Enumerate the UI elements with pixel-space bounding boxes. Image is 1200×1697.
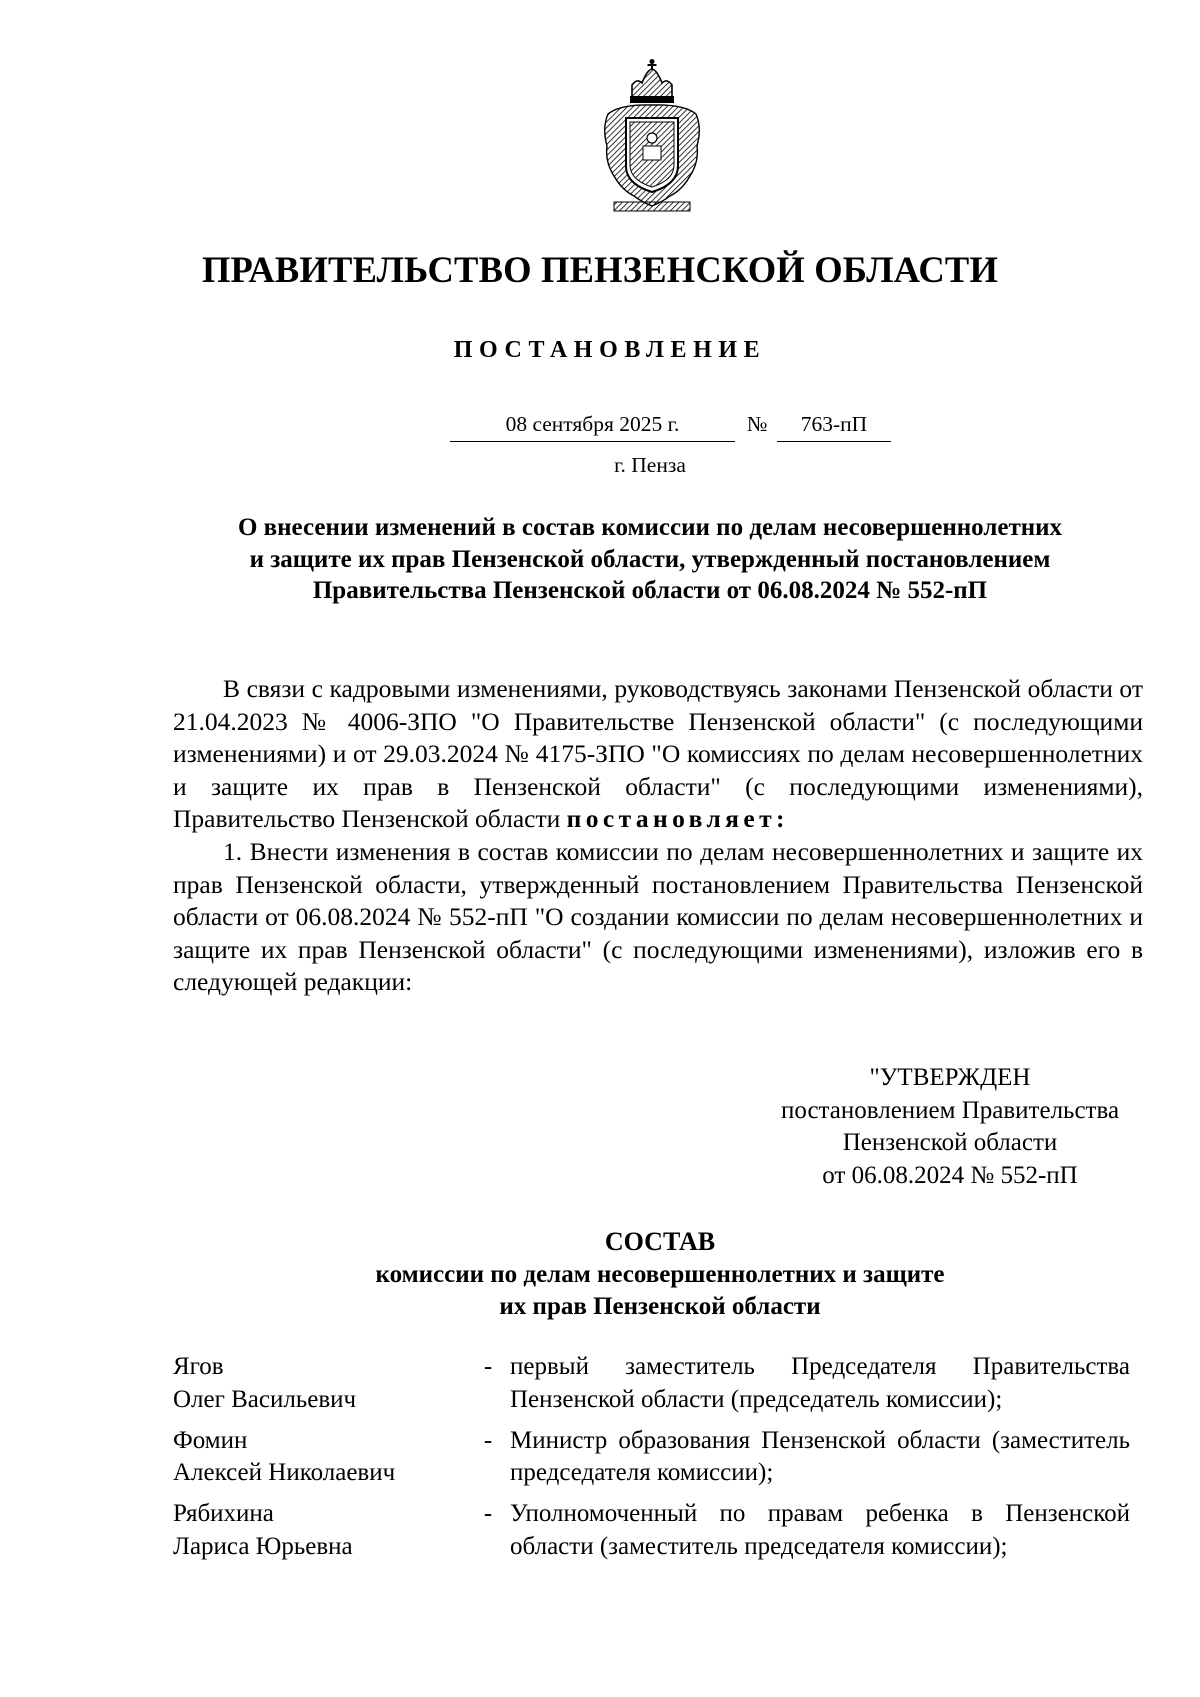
preamble-paragraph (173, 673, 1143, 836)
composition-subtitle-line: комиссии по делам несовершеннолетних и защите (375, 1260, 945, 1288)
subject-line: Правительства Пензенской области от 06.08.2024 № 552-пП (312, 577, 988, 604)
approved-line: постановлением Правительства (780, 1096, 1120, 1124)
city: г. Пенза (614, 453, 686, 477)
member-role: первый заместитель Председателя Правительства Пензенской области (председатель комиссии); (510, 1353, 1130, 1413)
composition-subtitle-line: их прав Пензенской области (499, 1293, 821, 1321)
composition-heading (0, 1226, 1200, 1324)
member-row (173, 1498, 1133, 1564)
member-dash: - (483, 1426, 493, 1454)
item-1-paragraph: 1. Внести изменения в состав комиссии по делам несовершеннолетних и защите их прав Пензенской области, утвержденный постановлением Правительства Пензенской области от 06.08.2024 № 552-пП "О создании комиссии по делам несовершеннолетних и защите их прав Пензенской области" (с последующими изменениями), изложив его в следующей редакции: (173, 836, 1143, 997)
member-surname: Фомин (173, 1426, 248, 1454)
approved-line: от 06.08.2024 № 552-пП (822, 1161, 1078, 1189)
member-surname: Ягов (173, 1353, 224, 1380)
member-name (173, 1498, 463, 1563)
composition-title: СОСТАВ (604, 1227, 716, 1256)
approved-line: "УТВЕРЖДЕН (869, 1064, 1031, 1091)
number-sign: № (746, 412, 768, 436)
member-name (173, 1425, 463, 1490)
document-body (173, 673, 1143, 999)
approval-stamp-block (745, 1062, 1155, 1192)
member-row (173, 1425, 1133, 1491)
subject-line: и защите их прав Пензенской области, утвержденный постановлением (249, 545, 1051, 573)
member-dash: - (483, 1353, 493, 1380)
preamble-text: В связи с кадровыми изменениями, руководствуясь законами Пензенской области от 21.04.2023 № 4006-ЗПО "О Правительстве Пензенской области" (с последующими изменениями) и от 29.03.2024 № 4175-ЗПО "О комиссиях по делам несовершеннолетних и защите их прав в Пензенской области" (с последующими изменениями), Правительство Пензенской области (173, 674, 1143, 834)
document-type: ПОСТАНОВЛЕНИЕ (453, 337, 767, 363)
member-surname: Рябихина (173, 1500, 274, 1527)
member-role: Уполномоченный по правам ребенка в Пензенской области (заместитель председателя комиссии); (510, 1500, 1130, 1560)
member-name (173, 1351, 463, 1416)
document-date: 08 сентября 2025 г. (450, 409, 735, 442)
government-title: ПРАВИТЕЛЬСТВО ПЕНЗЕНСКОЙ ОБЛАСТИ (201, 249, 999, 290)
member-given-names: Алексей Николаевич (173, 1459, 396, 1487)
penza-region-coat-of-arms-icon (602, 58, 702, 214)
document-number: 763-пП (777, 409, 891, 442)
approved-line: Пензенской области (842, 1129, 1058, 1157)
document-subject (170, 512, 1130, 607)
decides-word: постановляет: (566, 804, 789, 834)
member-given-names: Лариса Юрьевна (173, 1532, 353, 1560)
member-row (173, 1351, 1133, 1417)
member-dash: - (483, 1500, 493, 1527)
member-given-names: Олег Васильевич (173, 1385, 357, 1413)
member-role: Министр образования Пензенской области (заместитель председателя комиссии); (510, 1426, 1130, 1487)
members-list (173, 1351, 1133, 1572)
subject-line: О внесении изменений в состав комиссии по делам несовершеннолетних (237, 514, 1063, 541)
